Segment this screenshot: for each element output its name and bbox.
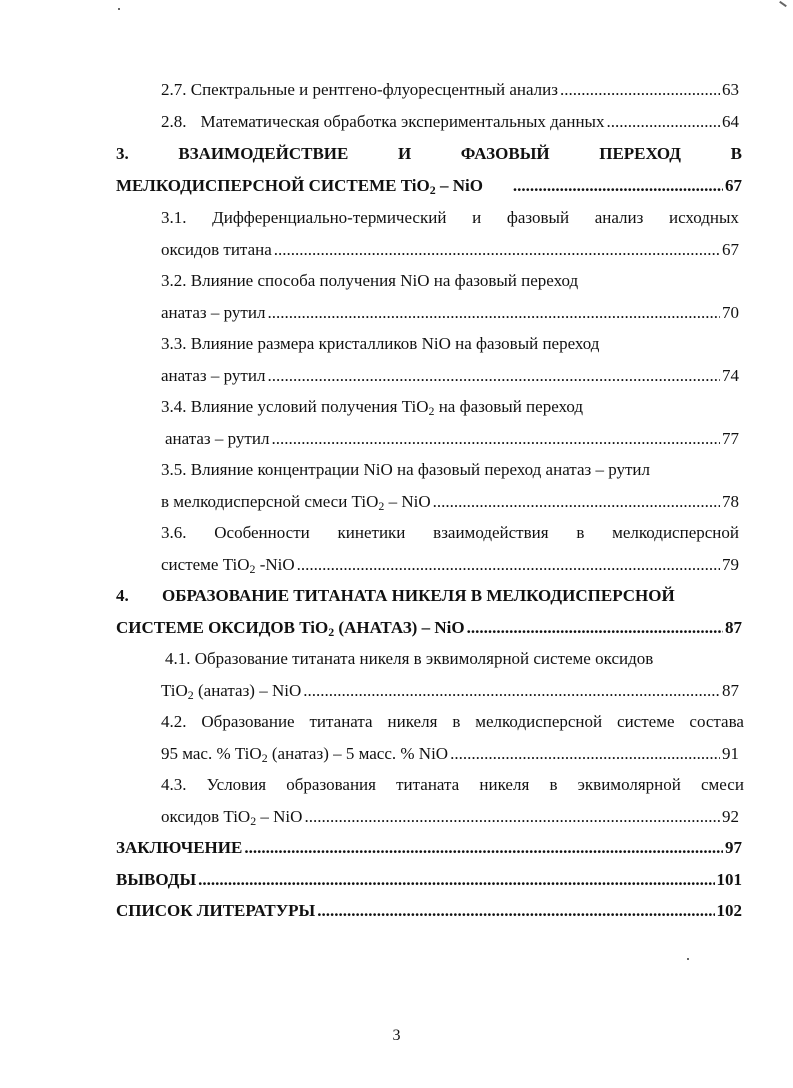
heading-word: ФАЗОВЫЙ [460,144,550,163]
word: мелкодисперсной [475,712,603,731]
toc-entry-text: оксидов титана [161,240,272,259]
leader-dots [317,901,714,921]
leader-dots [267,366,720,386]
word: состава [689,712,744,731]
toc-page-number: 79 [722,555,739,574]
toc-chapter-3-line2 [116,166,742,196]
heading-word: ПЕРЕХОД [599,144,681,163]
toc-entry-4-1-line2 [161,671,739,701]
word: титаната [396,775,460,794]
toc-entry-text: 3.3. Влияние размера кристалликов NiO на фазовый переход [161,334,600,353]
toc-entry-text: 4.1. Образование титаната никеля в эквимолярной системе оксидов [165,649,654,668]
heading-word: И [397,144,412,163]
scan-speck [779,1,787,7]
toc-entry-4-1-line1 [165,639,743,669]
toc-page-number: 74 [722,366,739,385]
toc-page-number: 102 [716,901,742,920]
word: 4.3. [161,775,187,794]
toc-entry-4-2-line2 [161,734,739,764]
toc-page-number: 70 [722,303,739,322]
toc-entry-3-5-line2 [161,482,739,512]
toc-page-number: 77 [722,429,739,448]
heading-word: ВЗАИМОДЕЙСТВИЕ [178,144,349,163]
toc-entry-3-1-line1 [161,198,739,228]
word: Образование [201,712,295,731]
word: Условия [206,775,267,794]
toc-entry-text: 95 мас. % TiO2 (анатаз) – 5 масс. % NiO [161,744,449,765]
toc-entry-3-3-line1 [161,324,739,354]
scan-speck [118,8,120,10]
word: эквимолярной [577,775,681,794]
toc-entry-text: 3.5. Влияние концентрации NiO на фазовый переход анатаз – рутил [161,460,650,479]
toc-page-number: 92 [722,807,739,826]
toc-entry-text: 3.2. Влияние способа получения NiO на фазовый переход [161,271,579,290]
scan-speck [687,958,689,960]
toc-references [116,891,742,921]
toc-chapter-3-line1 [116,134,742,164]
leader-dots [198,870,714,890]
toc-entry-3-2-line1 [161,261,739,291]
toc-page-number: 87 [725,618,742,637]
page-number: 3 [392,1027,401,1044]
toc-entry-4-3-line2 [161,797,739,827]
toc-entry-text: оксидов TiO2 – NiO [161,807,303,828]
word: исходных [668,208,739,227]
leader-dots [304,807,720,827]
toc-page-number: 64 [722,112,739,131]
toc-entry-3-6-line1 [161,513,739,543]
toc-page-number: 67 [725,176,742,195]
word: смеси [701,775,744,794]
toc-entry-text: анатаз – рутил [161,366,266,385]
word: никеля [387,712,438,731]
leader-dots [271,429,720,449]
leader-dots [450,744,720,764]
word: фазовый [506,208,570,227]
toc-entry-text: 2.7. Спектральные и рентгено-флуоресцентный анализ [161,80,558,99]
toc-entry-4-2-line1 [161,702,744,732]
word: образования [286,775,376,794]
word: взаимодействия [433,523,549,542]
toc-entry-text: ВЫВОДЫ [116,870,197,889]
word: системе [617,712,675,731]
toc-entry-3-5-line1 [161,450,739,480]
toc-page-number: 63 [722,80,739,99]
chapter-number: 3. [116,144,129,163]
word: 3.6. [161,523,187,542]
word: никеля [479,775,530,794]
toc-entry-4-3-line1 [161,765,744,795]
word: Дифференциально-термический [212,208,447,227]
toc-entry-2-7 [161,70,739,100]
toc-page-number: 67 [722,240,739,259]
toc-entry-3-3-line2 [161,356,739,386]
word: 3.1. [161,208,187,227]
heading-word: В [730,144,742,163]
toc-page-number: 87 [722,681,739,700]
word: в [576,523,585,542]
word: в [549,775,558,794]
toc-entry-3-6-line2 [161,545,739,575]
word: 4.2. [161,712,187,731]
leader-dots [513,176,723,196]
word: в [452,712,461,731]
word: мелкодисперсной [612,523,739,542]
toc-chapter-4-line1 [116,576,742,606]
toc-entry-text: ЗАКЛЮЧЕНИЕ [116,838,243,857]
toc-entry-text: анатаз – рутил [161,303,266,322]
leader-dots [606,112,720,132]
toc-entry-number: 2.8. [161,112,187,131]
toc-page-number: 101 [716,870,742,889]
toc-chapter-4-line2 [116,608,742,638]
toc-entry-text: TiO2 (анатаз) – NiO [161,681,302,702]
toc-entry-3-1-line2 [161,230,739,260]
toc-entry-text: 3.4. Влияние условий получения TiO2 на фазовый переход [161,397,584,418]
toc-entry-3-4-line2 [165,419,739,449]
toc-page-number: 91 [722,744,739,763]
toc-entry-text: ОБРАЗОВАНИЕ ТИТАНАТА НИКЕЛЯ В МЕЛКОДИСПЕРСНОЙ [162,586,675,605]
word: анализ [594,208,644,227]
word: кинетики [337,523,406,542]
toc-entry-2-8 [161,102,739,132]
toc-entry-text: системе TiO2 -NiO [161,555,295,576]
toc-entry-text: СИСТЕМЕ ОКСИДОВ TiO2 (АНАТАЗ) – NiO [116,618,465,639]
toc-entry-text: анатаз – рутил [165,429,270,448]
leader-dots [433,492,720,512]
leader-dots [560,80,720,100]
toc-findings [116,860,742,890]
leader-dots [274,240,720,260]
word: титаната [309,712,373,731]
word: и [472,208,482,227]
leader-dots [467,618,723,638]
toc-entry-text: МЕЛКОДИСПЕРСНОЙ СИСТЕМЕ TiO2 – NiO [116,176,483,197]
toc-conclusion [116,828,742,858]
chapter-number: 4. [116,586,129,605]
word: Особенности [214,523,310,542]
toc-entry-text: в мелкодисперсной смеси TiO2 – NiO [161,492,431,513]
toc-page-number: 78 [722,492,739,511]
toc-entry-text: Математическая обработка экспериментальных данных [200,112,605,131]
leader-dots [267,303,720,323]
toc-page-number: 97 [725,838,742,857]
leader-dots [244,838,723,858]
toc-entry-3-2-line2 [161,293,739,323]
leader-dots [297,555,720,575]
toc-entry-text: СПИСОК ЛИТЕРАТУРЫ [116,901,316,920]
leader-dots [303,681,720,701]
toc-entry-3-4-line1 [161,387,739,417]
